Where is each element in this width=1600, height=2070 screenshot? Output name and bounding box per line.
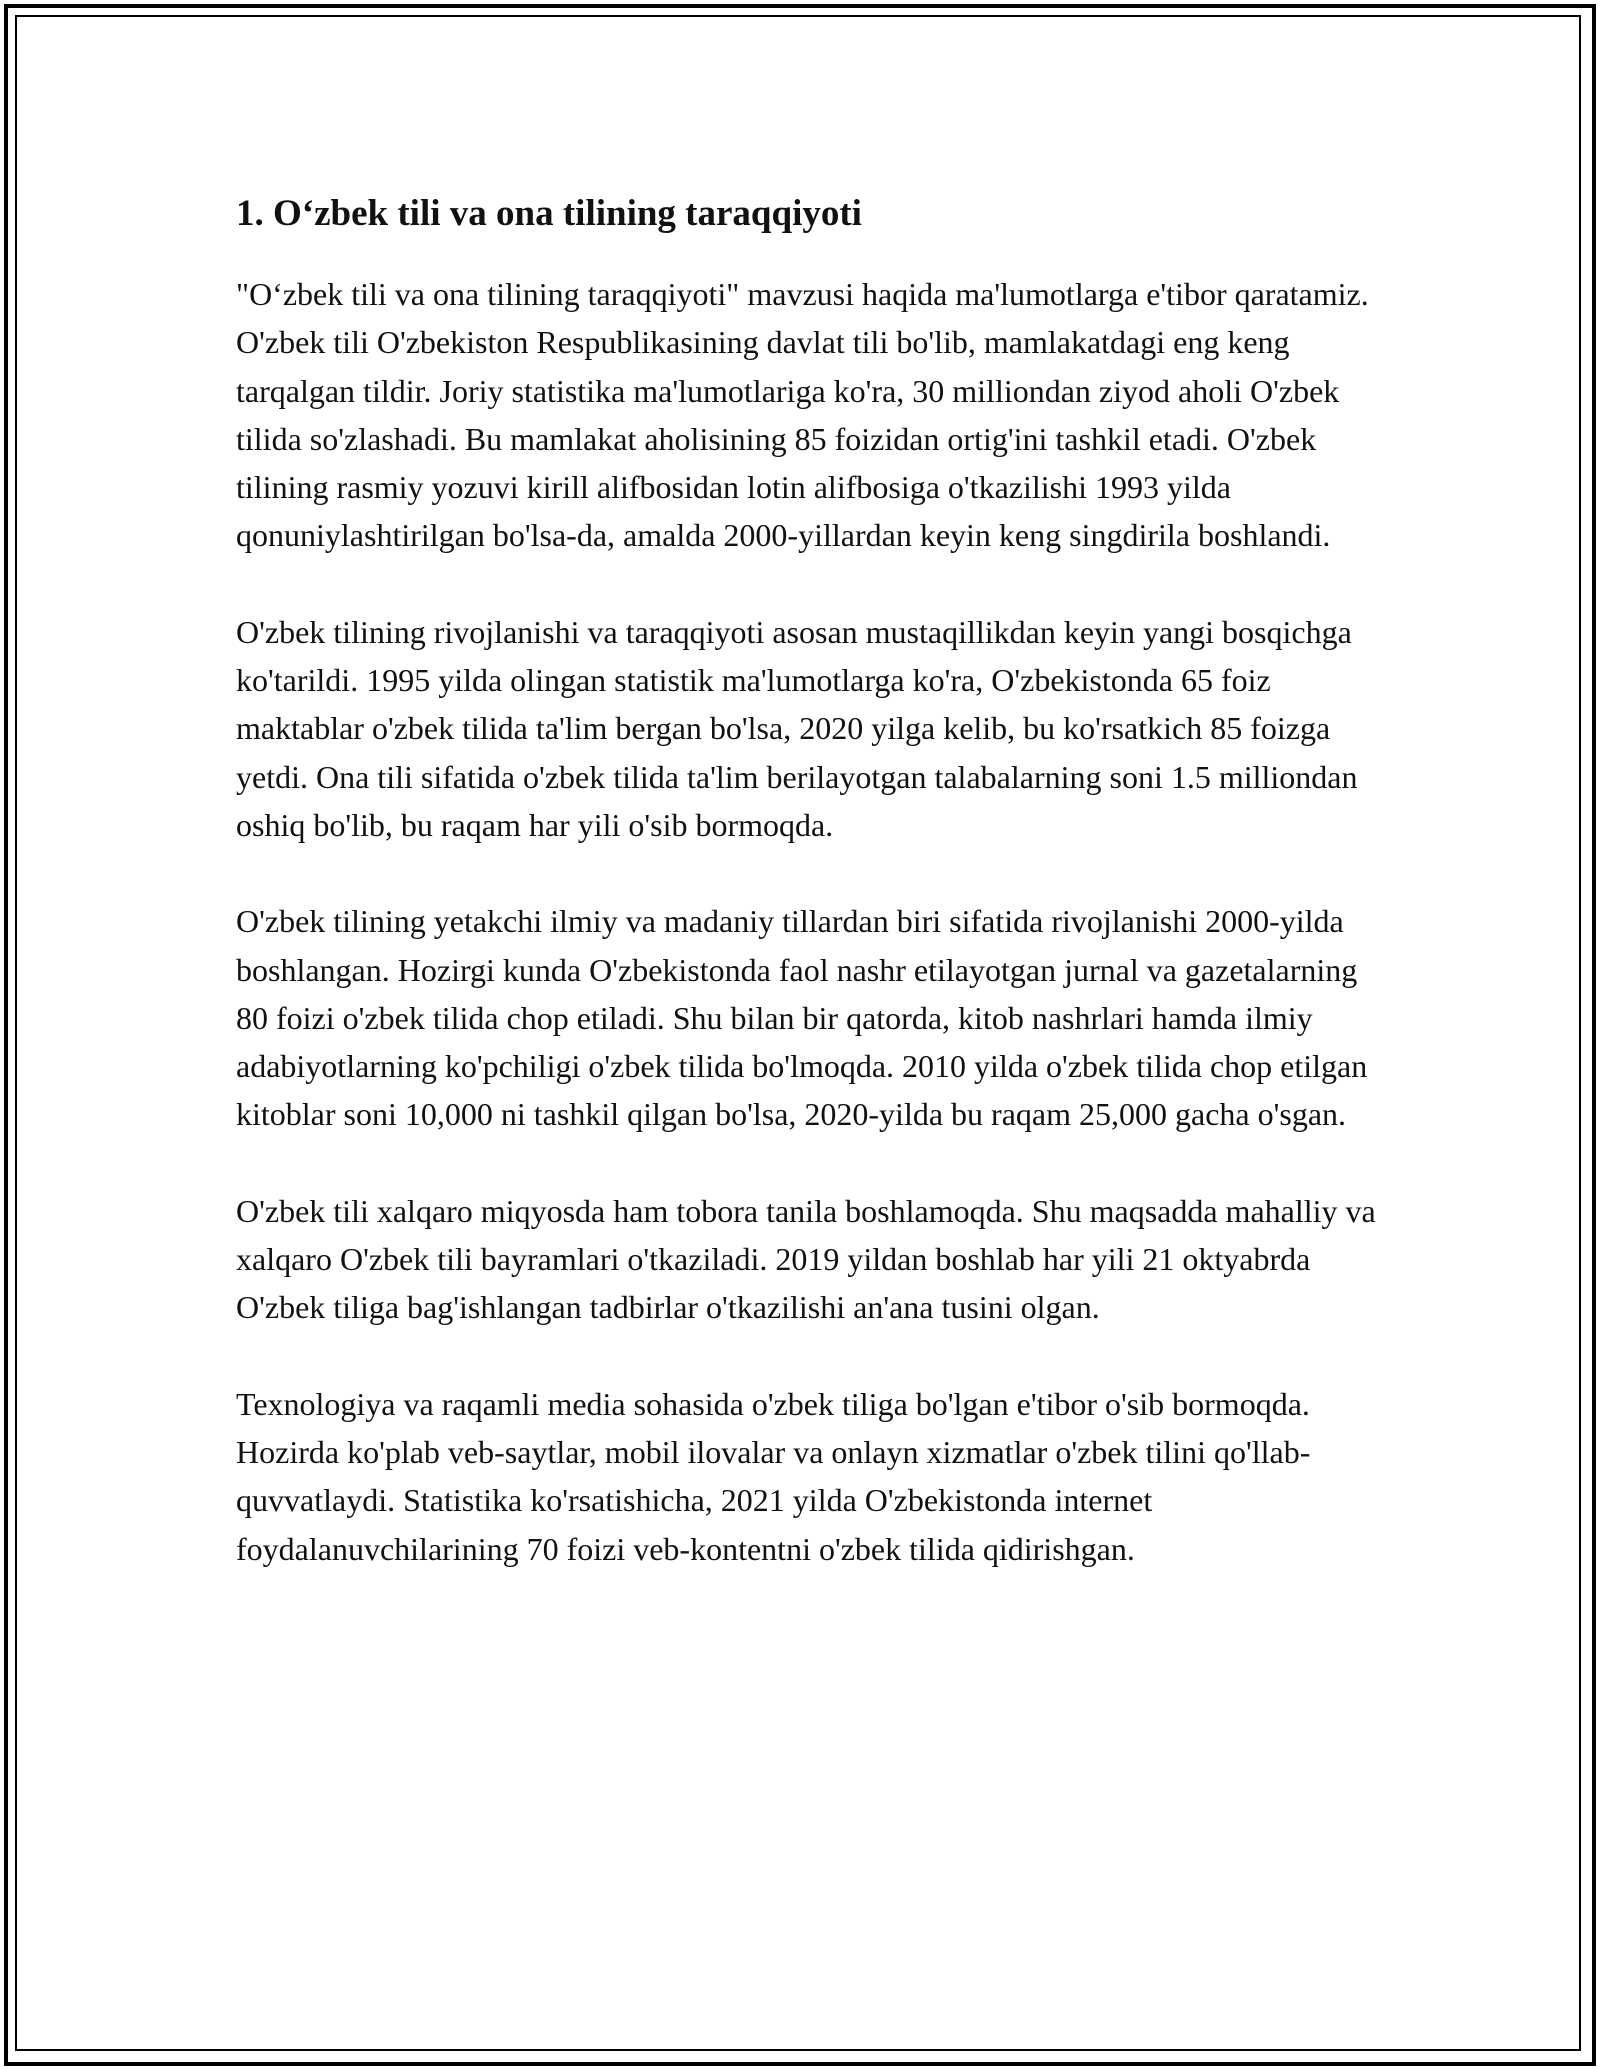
document-body: [236, 190, 1376, 1621]
section-title: 1. Oʻzbek tili va ona tilining taraqqiyoti: [236, 193, 862, 234]
paragraph-2: O'zbek tilining rivojlanishi va taraqqiyoti asosan mustaqillikdan keyin yangi bosqichga ko'tarildi. 1995 yilda olingan statistik ma'lumotlarga ko'ra, O'zbekistonda 65 foiz maktablar o'zbek tilida ta'lim bergan bo'lsa, 2020 yilga kelib, bu ko'rsatkich 85 foizga yetdi. Ona tili sifatida o'zbek tilida ta'lim berilayotgan talabalarning soni 1.5 milliondan oshiq bo'lib, bu raqam har yili o'sib bormoqda.: [236, 613, 1358, 843]
paragraph-4: O'zbek tili xalqaro miqyosda ham tobora tanila boshlamoqda. Shu maqsadda mahalliy va xalqaro O'zbek tili bayramlari o'tkaziladi. 2019 yildan boshlab har yili 21 oktyabrda O'zbek tiliga bag'ishlangan tadbirlar o'tkazilishi an'ana tusini olgan.: [236, 1192, 1376, 1326]
paragraph-5: Texnologiya va raqamli media sohasida o'zbek tiliga bo'lgan e'tibor o'sib bormoqda. Hozirda ko'plab veb-saytlar, mobil ilovalar va onlayn xizmatlar o'zbek tilini qo'llab-quvvatlaydi. Statistika ko'rsatishicha, 2021 yilda O'zbekistonda internet foydalanuvchilarining 70 foizi veb-kontentni o'zbek tilida qidirishgan.: [236, 1385, 1311, 1567]
paragraph-1: "Oʻzbek tili va ona tilining taraqqiyoti" mavzusi haqida ma'lumotlarga e'tibor qaratamiz. O'zbek tili O'zbekiston Respublikasining davlat tili bo'lib, mamlakatdagi eng keng tarqalgan tildir. Joriy statistika ma'lumotlariga ko'ra, 30 milliondan ziyod aholi O'zbek tilida so'zlashadi. Bu mamlakat aholisining 85 foizidan ortig'ini tashkil etadi. O'zbek tilining rasmiy yozuvi kirill alifbosidan lotin alifbosiga o'tkazilishi 1993 yilda qonuniylashtirilgan bo'lsa-da, amalda 2000-yillardan keyin keng singdirila boshlandi.: [236, 276, 1369, 554]
paragraph-3: O'zbek tilining yetakchi ilmiy va madaniy tillardan biri sifatida rivojlanishi 2000-yilda boshlangan. Hozirgi kunda O'zbekistonda faol nashr etilayotgan jurnal va gazetalarning 80 foizi o'zbek tilida chop etiladi. Shu bilan bir qatorda, kitob nashrlari hamda ilmiy adabiyotlarning ko'pchiligi o'zbek tilida bo'lmoqda. 2010 yilda o'zbek tilida chop etilgan kitoblar soni 10,000 ni tashkil qilgan bo'lsa, 2020-yilda bu raqam 25,000 gacha o'sgan.: [236, 903, 1368, 1133]
